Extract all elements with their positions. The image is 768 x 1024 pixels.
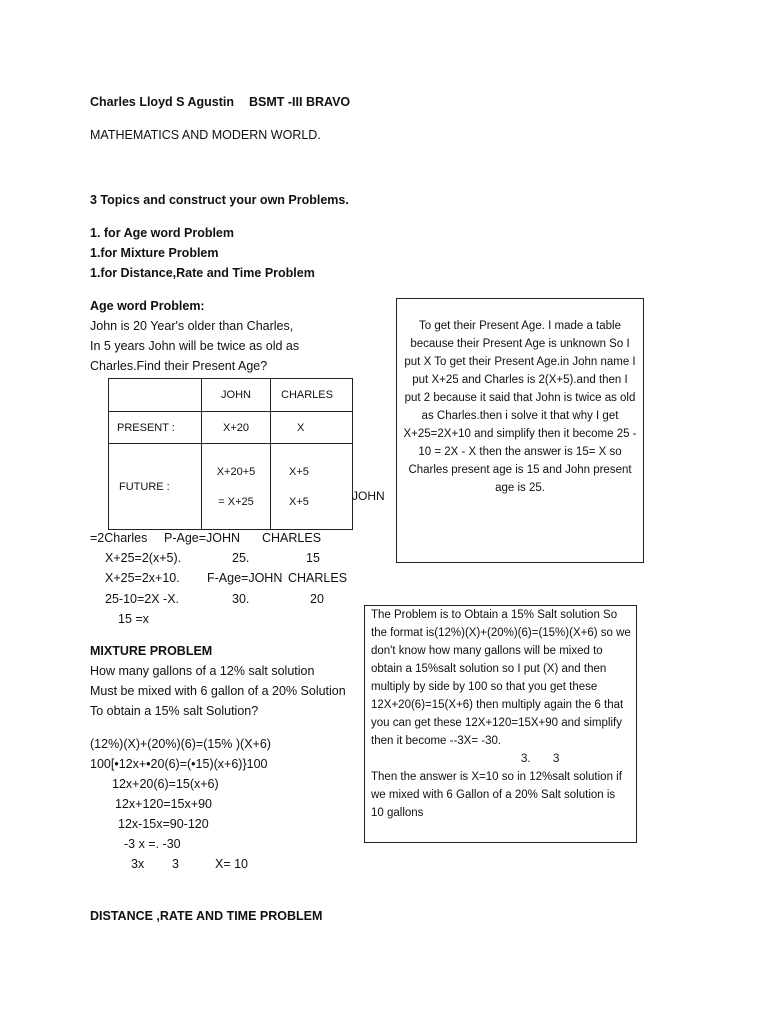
mixture-answer: X= 10	[215, 857, 249, 871]
future-john-cell	[202, 444, 271, 530]
explanation-line: Then the answer is X=10 so in 12%salt solution if	[371, 771, 622, 783]
mixture-work-line: 12x+20(6)=15(x+6)	[112, 777, 219, 791]
statement-line: How many gallons of a 12% salt solution	[90, 664, 315, 678]
explanation-line: 12X+20(6)=15(X+6) then multiply again the 6 that	[371, 699, 624, 711]
explanation-line: you can get these 12X+120=15X+90 and simplify	[371, 717, 622, 729]
topic-list	[90, 223, 315, 283]
explanation-line: don't know how many gallons will be mixed to	[371, 645, 603, 657]
present-age-value: 25.	[232, 551, 250, 565]
mixture-work-line: (12%)(X)+(20%)(6)=(15% )(X+6)	[90, 737, 271, 751]
student-name: Charles Lloyd S Agustin	[90, 95, 235, 109]
topic-item: 1.for Mixture Problem	[90, 246, 219, 260]
future-charles-line: X+5	[289, 465, 309, 478]
mixture-problem-statement	[90, 661, 346, 721]
col-charles-header: CHARLES	[271, 379, 353, 412]
future-charles-line: X+5	[289, 495, 309, 508]
section-label: BSMT -III BRAVO	[249, 95, 351, 109]
mixture-work-line: 3x 3	[131, 857, 179, 871]
table-corner-cell	[109, 379, 202, 412]
stray-john-label: JOHN	[352, 489, 385, 503]
present-age-value: 15	[306, 551, 320, 565]
explanation-line: then it become --3X= -30.	[371, 735, 502, 747]
mixture-explanation-box	[364, 605, 637, 843]
future-john-line: X+20+5	[216, 465, 256, 478]
age-work-line: =2Charles	[90, 531, 148, 545]
topic-item: 1.for Distance,Rate and Time Problem	[90, 266, 315, 280]
future-john-line: = X+25	[218, 495, 254, 508]
age-problem-statement	[90, 316, 299, 376]
statement-line: To obtain a 15% salt Solution?	[90, 704, 259, 718]
explanation-line: multiply by side by 100 so that you get these	[371, 681, 598, 693]
mixture-work-line: 100[•12x+•20(6)=(•15)(x+6)}100	[90, 757, 268, 771]
present-age-label: CHARLES	[262, 531, 322, 545]
statement-line: John is 20 Year's older than Charles,	[90, 319, 294, 333]
mixture-explanation-text	[371, 606, 633, 822]
explanation-line: The Problem is to Obtain a 15% Salt solution So	[371, 609, 618, 621]
topic-item: 1. for Age word Problem	[90, 226, 235, 240]
future-age-value: 30.	[232, 592, 250, 606]
age-work-line: 15 =x	[118, 612, 149, 626]
statement-line: Must be mixed with 6 gallon of a 20% Solution	[90, 684, 346, 698]
explanation-line: we mixed with 6 Gallon of a 20% Salt solution is	[371, 789, 616, 801]
age-explanation-box	[396, 298, 644, 563]
future-age-label: F-Age=JOHN	[207, 571, 283, 585]
explanation-line: the format is(12%)(X)+(20%)(6)=(15%)(X+6) so we	[371, 627, 631, 639]
row-future-label: FUTURE :	[109, 444, 202, 530]
future-age-label: CHARLES	[288, 571, 348, 585]
explanation-line: 10 gallons	[371, 807, 424, 819]
col-john-header: JOHN	[202, 379, 271, 412]
age-work-line: X+25=2(x+5).	[105, 551, 182, 565]
row-present-label: PRESENT :	[109, 412, 202, 444]
intro-title: 3 Topics and construct your own Problems.	[90, 193, 349, 207]
age-problem-heading: Age word Problem:	[90, 299, 205, 313]
distance-problem-heading: DISTANCE ,RATE AND TIME PROBLEM	[90, 909, 323, 923]
age-explanation-text: To get their Present Age. I made a table because their Present Age is unknown So I put X To get their Present Age.in John name I put X+25 and Charles is 2(X+5).and then I put 2 because it said that John is twice as old as Charles.then i solve it that why I get X+25=2X+10 and simplify then it become 25 - 10 = 2X - X then the answer is 15= X so Charles present age is 15 and John present age is 25.	[403, 320, 637, 494]
present-charles-cell: X	[271, 412, 353, 444]
future-age-value: 20	[310, 592, 324, 606]
mixture-problem-heading: MIXTURE PROBLEM	[90, 644, 213, 658]
present-age-label: P-Age=JOHN	[164, 531, 241, 545]
course-title: MATHEMATICS AND MODERN WORLD.	[90, 128, 321, 142]
age-work-line: X+25=2x+10.	[105, 571, 180, 585]
statement-line: Charles.Find their Present Age?	[90, 359, 268, 373]
explanation-line: obtain a 15%salt solution so I put (X) and then	[371, 663, 607, 675]
age-table	[108, 378, 353, 530]
explanation-line: 3. 3	[521, 753, 560, 765]
statement-line: In 5 years John will be twice as old as	[90, 339, 300, 353]
mixture-work-line: 12x+120=15x+90	[115, 797, 212, 811]
mixture-work-line: -3 x =. -30	[124, 837, 181, 851]
age-work-line: 25-10=2X -X.	[105, 592, 180, 606]
mixture-work-line: 12x-15x=90-120	[118, 817, 209, 831]
present-john-cell: X+20	[202, 412, 271, 444]
future-charles-cell	[271, 444, 353, 530]
